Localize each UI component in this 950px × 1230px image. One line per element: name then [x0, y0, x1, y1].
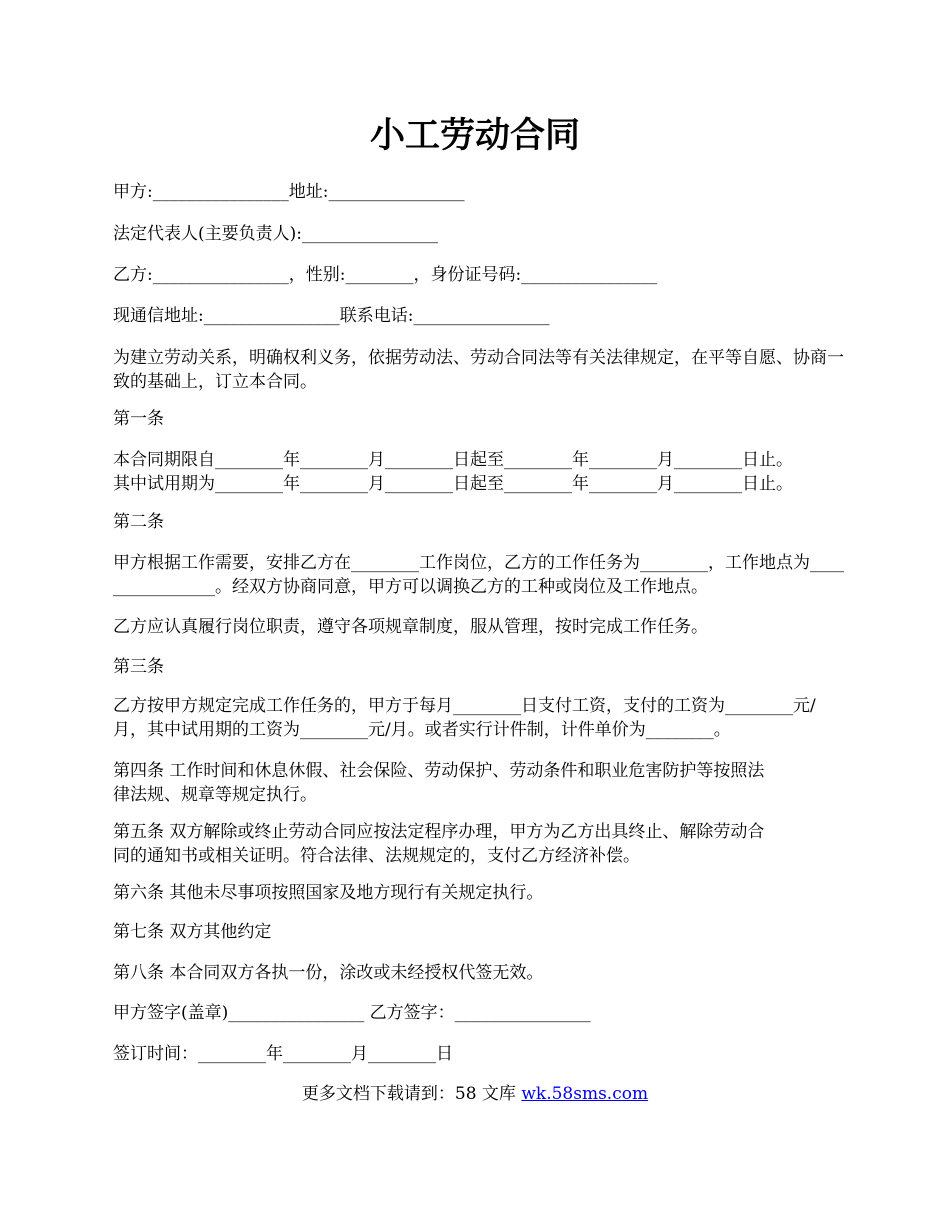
article-3-heading: 第三条 — [113, 657, 164, 677]
party-b-line: 乙方:________________，性别:________，身份证号码:________________ — [113, 265, 658, 285]
article-1-heading: 第一条 — [113, 409, 164, 429]
article-5: 第五条 双方解除或终止劳动合同应按法定程序办理，甲方为乙方出具终止、解除劳动合 同的通知书或相关证明。符合法律、法规规定的，支付乙方经济补偿。 — [113, 822, 765, 866]
article-2-assignment: 甲方根据工作需要，安排乙方在________工作岗位，乙方的工作任务为________，工作地点为________________。经双方协商同意，甲方可以调换乙方的工种或岗位及工作地点。 — [113, 553, 844, 597]
signing-date-line: 签订时间：________年________月________日 — [113, 1044, 453, 1064]
article-3-wages: 乙方按甲方规定完成工作任务的，甲方于每月________日支付工资，支付的工资为________元/月，其中试用期的工资为________元/月。或者实行计件制，计件单价为________。 — [113, 696, 816, 740]
footer — [0, 1082, 950, 1106]
article-7: 第七条 双方其他约定 — [113, 922, 272, 942]
article-1-term: 本合同期限自________年________月________日起至________年________月________日止。 其中试用期为________年________月________日起至________年________月________日止。 — [113, 450, 793, 494]
contact-line: 现通信地址:________________联系电话:________________ — [113, 306, 550, 326]
article-6: 第六条 其他未尽事项按照国家及地方现行有关规定执行。 — [113, 883, 544, 903]
article-2-heading: 第二条 — [113, 512, 164, 532]
signature-line: 甲方签字(盖章)________________ 乙方签字：________________ — [113, 1003, 591, 1023]
article-4: 第四条 工作时间和休息休假、社会保险、劳动保护、劳动条件和职业危害防护等按照法 律法规、规章等规定执行。 — [113, 761, 765, 805]
party-a-line: 甲方:________________地址:________________ — [113, 182, 465, 202]
preamble-paragraph: 为建立劳动关系，明确权利义务，依据劳动法、劳动合同法等有关法律规定，在平等自愿、协商一致的基础上，订立本合同。 — [113, 348, 844, 392]
contract-title: 小工劳动合同 — [369, 115, 580, 156]
article-8: 第八条 本合同双方各执一份，涂改或未经授权代签无效。 — [113, 963, 544, 983]
legal-representative-line: 法定代表人(主要负责人):________________ — [113, 224, 438, 244]
footer-link[interactable]: wk.58sms.com — [521, 1084, 649, 1104]
footer-text: 更多文档下载请到：58 文库 — [301, 1084, 522, 1104]
article-2-duties: 乙方应认真履行岗位职责，遵守各项规章制度，服从管理，按时完成工作任务。 — [113, 617, 708, 637]
